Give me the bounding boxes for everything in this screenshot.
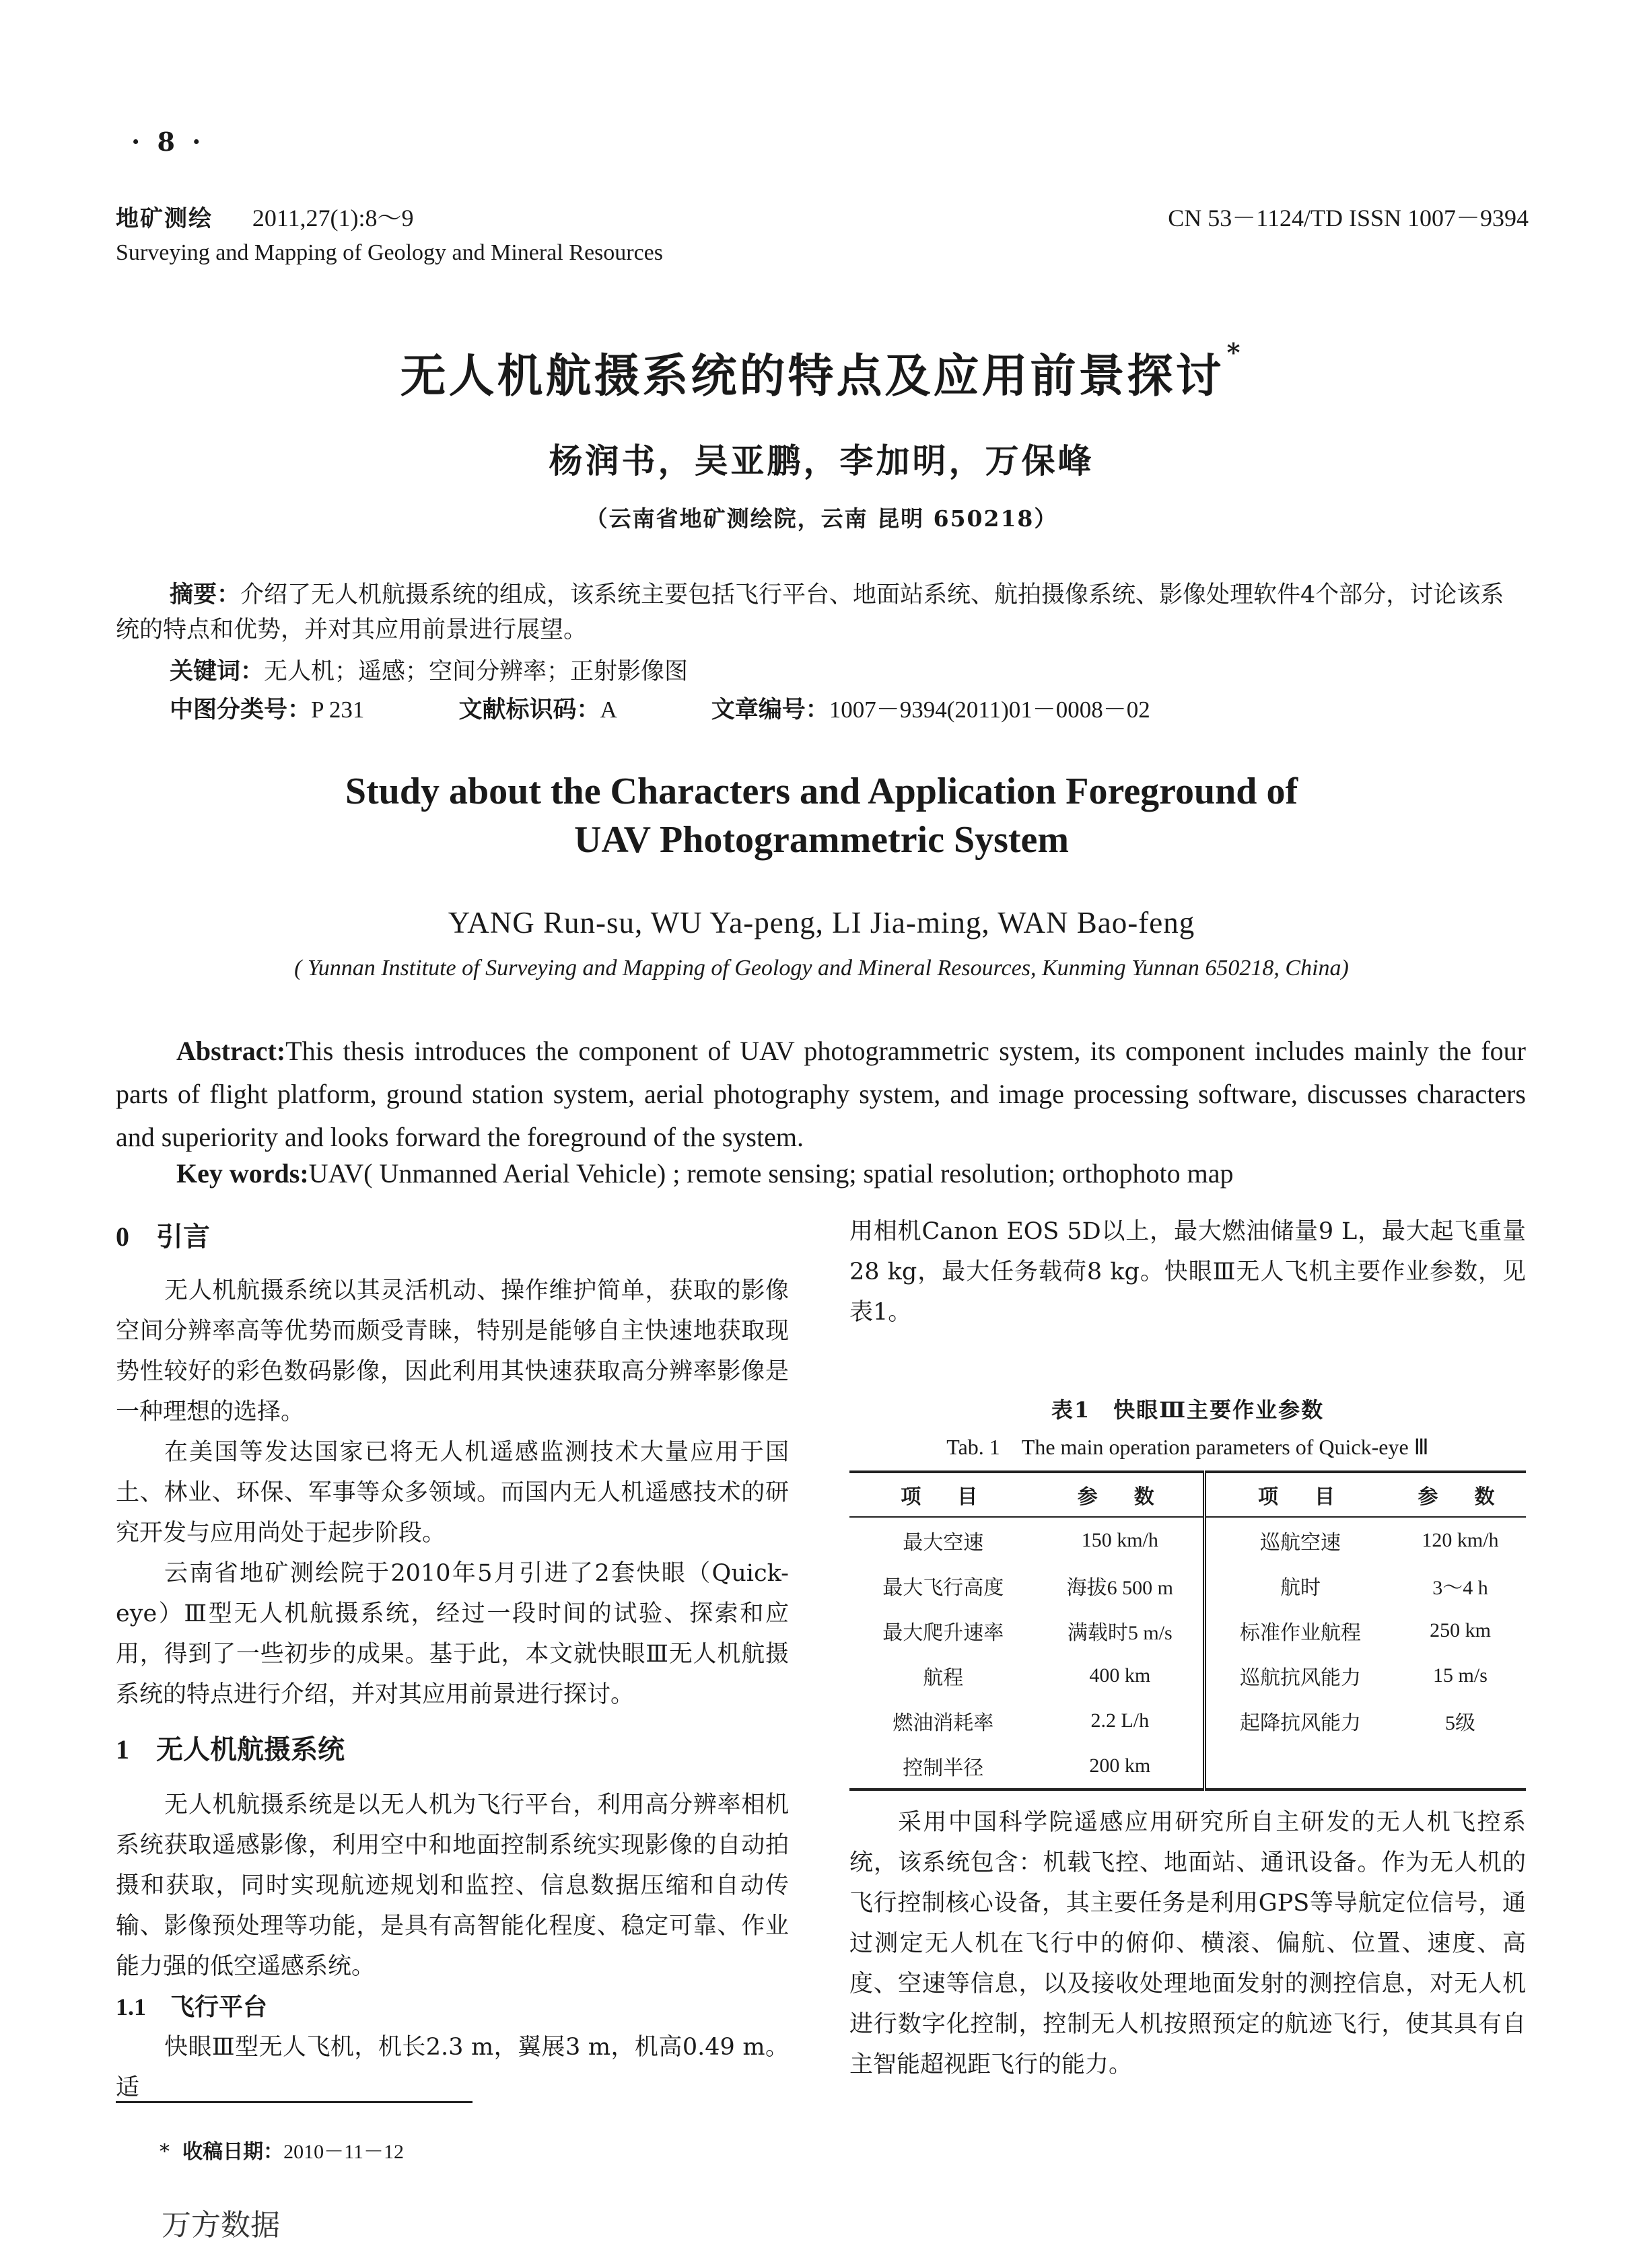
journal-name-en: Surveying and Mapping of Geology and Mineral Resources bbox=[116, 240, 663, 265]
table-cell: 巡航空速 bbox=[1259, 1530, 1341, 1555]
table-row bbox=[849, 1653, 1526, 1698]
table-cell: 最大空速 bbox=[903, 1530, 984, 1555]
footnote-divider bbox=[116, 2101, 473, 2103]
table-header-cell: 项 目 bbox=[1205, 1472, 1395, 1517]
abstract-zh-text: 介绍了无人机航摄系统的组成，该系统主要包括飞行平台、地面站系统、航拍摄像系统、影像处理软件4个部分，讨论该系统的特点和优势，并对其应用前景进行展望。 bbox=[116, 581, 1504, 643]
title-en-line2: UAV Photogrammetric System bbox=[573, 819, 1070, 861]
table-cell bbox=[1395, 1743, 1526, 1789]
watermark: 万方数据 bbox=[162, 2208, 280, 2242]
doc-code-value: A bbox=[600, 697, 617, 723]
table-cell: 400 km bbox=[1037, 1653, 1205, 1698]
right-column-top bbox=[849, 1211, 1526, 1333]
keywords-en-label: Key words: bbox=[176, 1158, 309, 1189]
affiliation-zh: （云南省地矿测绘院，云南 昆明 650218） bbox=[585, 505, 1058, 532]
subsection-1-1-heading bbox=[116, 1987, 789, 2027]
table-header-cell: 参 数 bbox=[1395, 1472, 1526, 1517]
abstract-en bbox=[116, 1030, 1526, 1159]
classification-row bbox=[170, 691, 1150, 725]
keywords-en-text: UAV( Unmanned Aerial Vehicle) ; remote sensing; spatial resolution; orthophoto map bbox=[308, 1158, 1234, 1189]
keywords-zh-label: 关键词： bbox=[170, 658, 265, 685]
table-row bbox=[849, 1608, 1526, 1653]
table-cell: 120 km/h bbox=[1422, 1528, 1499, 1551]
table-1-caption-zh: 表1 快眼Ⅲ主要作业参数 bbox=[1051, 1397, 1325, 1423]
section-1-para: 无人机航摄系统是以无人机为飞行平台，利用高分辨率相机系统获取遥感影像，利用空中和地面控制系统实现影像的自动拍摄和获取，同时实现航迹规划和监控、信息数据压缩和自动传输、影像预处理等功能，是具有高智能化程度、稳定可靠、作业能力强的低空遥感系统。 bbox=[116, 1792, 789, 1980]
title-en bbox=[0, 767, 1643, 864]
journal-citation-line bbox=[116, 199, 413, 234]
table-cell: 航程 bbox=[923, 1666, 964, 1690]
table-cell: 200 km bbox=[1037, 1743, 1205, 1789]
clc-value: P 231 bbox=[311, 697, 365, 723]
title-en-line1: Study about the Characters and Application Foreground of bbox=[345, 771, 1298, 812]
keywords-zh-text: 无人机；遥感；空间分辨率；正射影像图 bbox=[264, 658, 689, 685]
abstract-en-text: This thesis introduces the component of UAV photogrammetric system, its component includes mainly the four parts of flight platform, ground station system, aerial photography system, and image processing software, discusses characters and superiority and looks forward the foreground of the system. bbox=[116, 1036, 1526, 1152]
table-cell: 标准作业航程 bbox=[1239, 1621, 1361, 1645]
title-zh bbox=[0, 337, 1643, 405]
section-1-heading bbox=[116, 1730, 789, 1770]
table-row bbox=[849, 1517, 1526, 1563]
right-column-bottom bbox=[849, 1802, 1526, 2085]
page-number: · 8 · bbox=[131, 127, 205, 157]
table-cell: 燃油消耗率 bbox=[893, 1711, 994, 1735]
subsection-1-1-number: 1.1 bbox=[116, 1993, 146, 2020]
footnote-label: 收稿日期： bbox=[182, 2140, 284, 2164]
citation: 2011,27(1):8～9 bbox=[252, 205, 414, 232]
authors-en: YANG Run-su, WU Ya-peng, LI Jia-ming, WAN Bao-feng bbox=[448, 906, 1195, 940]
footnote-date: 2010－11－12 bbox=[283, 2141, 404, 2163]
subsection-1-1-title: 飞行平台 bbox=[170, 1993, 268, 2021]
table-cell: 150 km/h bbox=[1037, 1517, 1205, 1563]
left-column bbox=[116, 1211, 789, 2108]
table-1-caption-en: Tab. 1 The main operation parameters of Quick-eye Ⅲ bbox=[946, 1435, 1429, 1459]
table-header-cell: 项 目 bbox=[849, 1472, 1037, 1517]
footnote-mark: * bbox=[160, 2140, 170, 2164]
table-1-parameters bbox=[849, 1470, 1526, 1791]
section-1-title: 无人机航摄系统 bbox=[156, 1734, 345, 1765]
section-0-para-2: 在美国等发达国家已将无人机遥感监测技术大量应用于国土、林业、环保、军事等众多领域。而国内无人机遥感技术的研究开发与应用尚处于起步阶段。 bbox=[116, 1439, 789, 1547]
right-column-para-top: 用相机Canon EOS 5D以上，最大燃油储量9 L，最大起飞重量28 kg，最大任务载荷8 kg。快眼Ⅲ无人飞机主要作业参数，见表1。 bbox=[849, 1218, 1526, 1326]
table-cell: 250 km bbox=[1430, 1619, 1491, 1641]
journal-name-zh: 地矿测绘 bbox=[116, 205, 213, 232]
table-cell: 航时 bbox=[1280, 1575, 1321, 1600]
table-row bbox=[849, 1743, 1526, 1789]
doc-code-label: 文献标识码： bbox=[458, 696, 600, 723]
table-cell: 最大飞行高度 bbox=[882, 1575, 1004, 1600]
keywords-zh bbox=[170, 653, 688, 686]
table-cell bbox=[1205, 1743, 1395, 1789]
right-column-para-bottom: 采用中国科学院遥感应用研究所自主研发的无人机飞控系统，该系统包含：机载飞控、地面站、通讯设备。作为无人机的飞行控制核心设备，其主要任务是利用GPS等导航定位信号，通过测定无人机在飞行中的俯仰、横滚、偏航、位置、速度、高度、空速等信息，以及接收处理地面发射的测控信息，对无人机进行数字化控制，控制无人机按照预定的航迹飞行，使其具有自主智能超视距飞行的能力。 bbox=[849, 1809, 1526, 2078]
table-cell: 满载时5 m/s bbox=[1037, 1608, 1205, 1653]
title-footnote-mark: * bbox=[1226, 337, 1243, 367]
abstract-zh-label: 摘要： bbox=[170, 581, 241, 608]
table-cell: 起降抗风能力 bbox=[1239, 1711, 1361, 1735]
table-header-cell: 参 数 bbox=[1037, 1472, 1205, 1517]
section-0-para-1: 无人机航摄系统以其灵活机动、操作维护简单，获取的影像空间分辨率高等优势而颇受青睐，特别是能够自主快速地获取现势性较好的彩色数码影像，因此利用其快速获取高分辨率影像是一种理想的选择。 bbox=[116, 1277, 789, 1425]
table-cell: 3～4 h bbox=[1432, 1576, 1488, 1599]
table-cell: 2.2 L/h bbox=[1037, 1698, 1205, 1743]
subsection-1-1-para: 快眼Ⅲ型无人飞机，机长2.3 m，翼展3 m，机高0.49 m。适 bbox=[116, 2034, 789, 2101]
affiliation-en: ( Yunnan Institute of Surveying and Mapping of Geology and Mineral Resources, Kunming Yunnan 650218, China) bbox=[294, 956, 1349, 981]
table-cell: 5级 bbox=[1444, 1711, 1475, 1734]
table-header-row bbox=[849, 1472, 1526, 1517]
abstract-zh bbox=[116, 577, 1526, 647]
table-cell: 巡航抗风能力 bbox=[1239, 1666, 1361, 1690]
section-0-number: 0 bbox=[116, 1221, 129, 1252]
table-cell: 15 m/s bbox=[1433, 1664, 1488, 1687]
table-cell: 控制半径 bbox=[849, 1743, 1037, 1789]
section-0-title: 引言 bbox=[156, 1221, 210, 1252]
footnote bbox=[160, 2135, 404, 2164]
section-0-heading bbox=[116, 1217, 789, 1257]
article-no-value: 1007－9394(2011)01－0008－02 bbox=[829, 697, 1150, 723]
section-0-para-3: 云南省地矿测绘院于2010年5月引进了2套快眼（Quick-eye）Ⅲ型无人机航摄系统，经过一段时间的试验、探索和应用，得到了一些初步的成果。基于此，本文就快眼Ⅲ无人机航摄系统的特点进行介绍，并对其应用前景进行探讨。 bbox=[116, 1560, 789, 1708]
clc-label: 中图分类号： bbox=[170, 696, 312, 723]
table-row bbox=[849, 1698, 1526, 1743]
keywords-en bbox=[176, 1158, 1233, 1189]
abstract-en-label: Abstract: bbox=[176, 1036, 286, 1066]
issn: CN 53－1124/TD ISSN 1007－9394 bbox=[1168, 205, 1529, 232]
table-row bbox=[849, 1563, 1526, 1608]
article-no-label: 文章编号： bbox=[711, 696, 829, 723]
title-zh-text: 无人机航摄系统的特点及应用前景探讨 bbox=[400, 349, 1224, 403]
table-cell: 最大爬升速率 bbox=[882, 1621, 1004, 1645]
section-1-number: 1 bbox=[116, 1734, 129, 1765]
table-cell: 海拔6 500 m bbox=[1037, 1563, 1205, 1608]
authors-zh: 杨润书，吴亚鹏，李加明，万保峰 bbox=[549, 441, 1094, 481]
